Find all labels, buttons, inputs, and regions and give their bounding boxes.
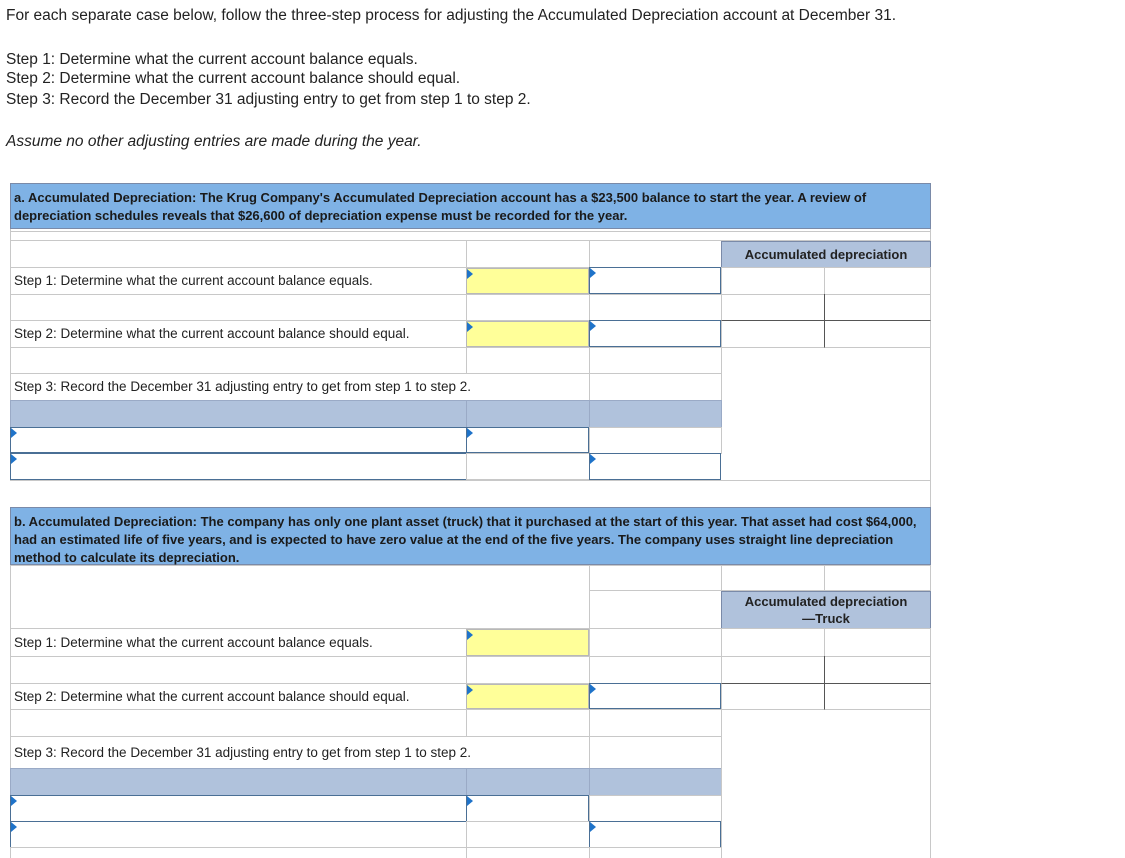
- dropdown-marker-icon: [590, 822, 596, 832]
- dropdown-marker-icon: [467, 630, 473, 640]
- dropdown-marker-icon: [467, 269, 473, 279]
- dropdown-marker-icon: [590, 321, 596, 331]
- intro-step3: Step 3: Record the December 31 adjusting entry to get from step 1 to step 2.: [6, 91, 531, 108]
- dropdown-marker-icon: [467, 322, 473, 332]
- step1-amount-input[interactable]: [466, 268, 589, 294]
- journal-credit-account-input[interactable]: [10, 453, 467, 480]
- journal-credit-account-input[interactable]: [10, 821, 467, 848]
- step2-account-input[interactable]: [589, 683, 721, 709]
- dropdown-marker-icon: [11, 822, 17, 832]
- dropdown-marker-icon: [467, 428, 473, 438]
- part-b-header: b. Accumulated Depreciation: The company has only one plant asset (truck) that it purchased at the start of this year. That asset had cost $64,000, had an estimated life of five years, and is expected to have zero value at the end of the five years. The company uses straight line depreciation method to calculate its depreciation.: [10, 507, 931, 565]
- journal-debit-amount-input[interactable]: [466, 427, 589, 453]
- step2-amount-input[interactable]: [466, 321, 589, 347]
- account-title-accumulated-depreciation: Accumulated depreciation: [721, 241, 931, 268]
- account-title-line2: —Truck: [802, 611, 850, 626]
- step2-amount-input[interactable]: [466, 684, 589, 709]
- account-title-accumulated-depreciation-truck: [721, 591, 931, 629]
- step3-label: Step 3: Record the December 31 adjusting entry to get from step 1 to step 2.: [10, 373, 590, 401]
- account-title-line1: Accumulated depreciation: [744, 594, 908, 609]
- journal-header-row: [10, 400, 722, 428]
- journal-header-row: [10, 768, 722, 796]
- t-account-left: [721, 267, 825, 295]
- t-account-right: [824, 628, 931, 657]
- step2-account-input[interactable]: [589, 320, 721, 347]
- step3-label: Step 3: Record the December 31 adjusting entry to get from step 1 to step 2.: [10, 736, 590, 769]
- step1-account-input[interactable]: [589, 267, 721, 294]
- instructions-text: For each separate case below, follow the three-step process for adjusting the Accumulated Depreciation account at December 31.: [6, 7, 897, 24]
- dropdown-marker-icon: [11, 454, 17, 464]
- dropdown-marker-icon: [11, 796, 17, 806]
- step2-label: Step 2: Determine what the current account balance should equal.: [10, 683, 467, 710]
- part-a-header: a. Accumulated Depreciation: The Krug Company's Accumulated Depreciation account has a $23,500 balance to start the year. A review of depreciation schedules reveals that $26,600 of depreciation expense must be recorded for the year.: [10, 183, 931, 229]
- intro-step2: Step 2: Determine what the current account balance should equal.: [6, 70, 461, 87]
- intro-step1: Step 1: Determine what the current account balance equals.: [6, 51, 418, 68]
- journal-credit-amount-input[interactable]: [589, 453, 721, 480]
- dropdown-marker-icon: [11, 428, 17, 438]
- t-account-left: [721, 628, 825, 657]
- step2-label: Step 2: Determine what the current account balance should equal.: [10, 320, 467, 348]
- journal-credit-amount-input[interactable]: [589, 821, 721, 848]
- journal-debit-amount-input[interactable]: [466, 795, 589, 822]
- step1-label: Step 1: Determine what the current account balance equals.: [10, 267, 467, 295]
- journal-debit-account-input[interactable]: [10, 427, 467, 453]
- dropdown-marker-icon: [467, 796, 473, 806]
- dropdown-marker-icon: [590, 454, 596, 464]
- assumption-note: Assume no other adjusting entries are made during the year.: [6, 133, 422, 150]
- step1-amount-input[interactable]: [466, 629, 589, 656]
- journal-debit-account-input[interactable]: [10, 795, 467, 822]
- dropdown-marker-icon: [467, 685, 473, 695]
- dropdown-marker-icon: [590, 268, 596, 278]
- dropdown-marker-icon: [590, 684, 596, 694]
- t-account-right: [824, 267, 931, 295]
- step1-label: Step 1: Determine what the current account balance equals.: [10, 628, 467, 657]
